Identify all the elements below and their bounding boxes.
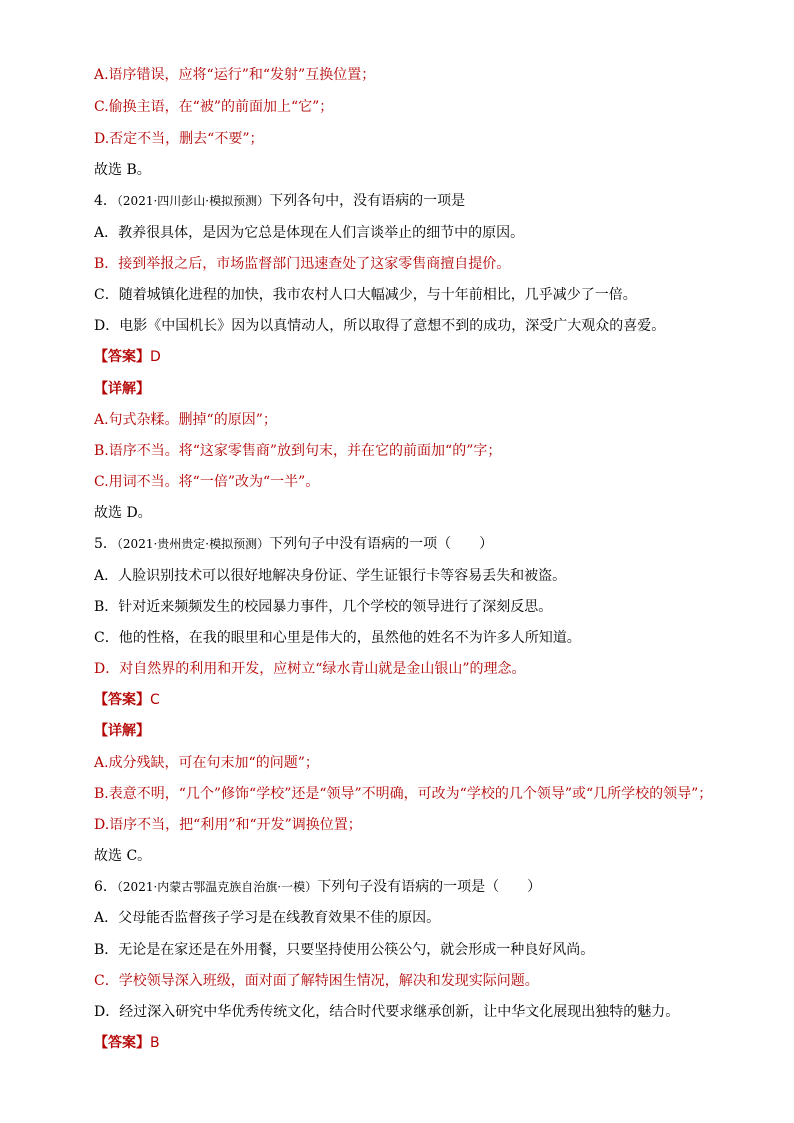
answer-label: 【答案】 [94, 1035, 150, 1051]
detail-label: 【详解】 [94, 381, 150, 397]
top-item-c: C.偷换主语，在“被”的前面加上“它”； [94, 99, 334, 115]
question-4-detail-heading [94, 378, 734, 400]
question-4-detail-a: A.句式杂糅。删掉“的原因”； [94, 412, 277, 428]
top-item-a: A.语序错误，应将“运行”和“发射”互换位置； [94, 67, 376, 83]
question-6-source: （2021·内蒙古鄂温克族自治旗·一模） [116, 880, 318, 894]
top-item-d: D.否定不当，删去“不要”； [94, 131, 264, 147]
question-5-option-b: B．针对近来频频发生的校园暴力事件，几个学校的领导进行了深刻反思。 [94, 599, 553, 615]
question-5-option-c: C．他的性格，在我的眼里和心里是伟大的，虽然他的姓名不为许多人所知道。 [94, 630, 581, 646]
question-5-text: 下列句子中没有语病的一项（ ） [269, 536, 494, 552]
question-4-option-d: D．电影《中国机长》因为以真情动人，所以取得了意想不到的成功，深受广大观众的喜爱。 [94, 318, 666, 334]
question-4-text: 下列各句中，没有语病的一项是 [269, 193, 466, 209]
question-5-detail-heading [94, 720, 734, 742]
question-6-option-c: C．学校领导深入班级，面对面了解特困生情况，解决和发现实际问题。 [94, 973, 539, 989]
question-4-stem [94, 190, 734, 212]
question-6-number: 6． [94, 879, 117, 895]
question-4-detail-b: B.语序不当。将“这家零售商”放到句末，并在它的前面加“的”字； [94, 443, 502, 459]
question-4-answer [94, 346, 734, 368]
answer-label: 【答案】 [94, 349, 150, 365]
question-5-detail-b: B.表意不明，“几个”修饰“学校”还是“领导”不明确，可改为“学校的几个领导”或“几所学校的领导”； [94, 786, 713, 802]
question-4-conclusion: 故选 D。 [94, 505, 152, 521]
question-4-option-c: C．随着城镇化进程的加快，我市农村人口大幅减少，与十年前相比，几乎减少了一倍。 [94, 287, 637, 303]
answer-value: B [150, 1035, 160, 1051]
answer-value: C [150, 692, 160, 708]
question-5-option-a: A．人脸识别技术可以很好地解决身份证、学生证银行卡等容易丢失和被盗。 [94, 568, 567, 584]
question-4-option-a: A．教养很具体，是因为它总是体现在人们言谈举止的细节中的原因。 [94, 225, 525, 241]
question-5-stem [94, 533, 734, 555]
question-4-detail-c: C.用词不当。将“一倍”改为“一半”。 [94, 474, 320, 490]
top-conclusion: 故选 B。 [94, 162, 151, 178]
answer-label: 【答案】 [94, 692, 150, 708]
question-4-option-b: B．接到举报之后，市场监督部门迅速查处了这家零售商擅自提价。 [94, 256, 511, 272]
question-6-text: 下列句子没有语病的一项是（ ） [317, 879, 542, 895]
question-5-source: （2021·贵州贵定·模拟预测） [116, 537, 270, 551]
question-5-detail-d: D.语序不当，把“利用”和“开发”调换位置； [94, 817, 362, 833]
question-5-answer [94, 689, 734, 711]
question-6-option-b: B．无论是在家还是在外用餐，只要坚持使用公筷公勺，就会形成一种良好风尚。 [94, 942, 595, 958]
question-4-source: （2021·四川彭山·模拟预测） [116, 194, 270, 208]
answer-value: D [150, 349, 161, 365]
question-5-detail-a: A.成分残缺，可在句末加“的问题”； [94, 755, 319, 771]
question-4-number: 4． [94, 193, 117, 209]
question-5-number: 5． [94, 536, 117, 552]
detail-label: 【详解】 [94, 723, 150, 739]
question-6-answer [94, 1032, 734, 1054]
question-6-stem [94, 876, 734, 898]
question-6-option-d: D．经过深入研究中华优秀传统文化，结合时代要求继承创新，让中华文化展现出独特的魅力。 [94, 1004, 680, 1020]
question-5-option-d: D．对自然界的利用和开发，应树立“绿水青山就是金山银山”的理念。 [94, 661, 526, 677]
question-6-option-a: A．父母能否监督孩子学习是在线教育效果不佳的原因。 [94, 910, 441, 926]
question-5-conclusion: 故选 C。 [94, 848, 152, 864]
